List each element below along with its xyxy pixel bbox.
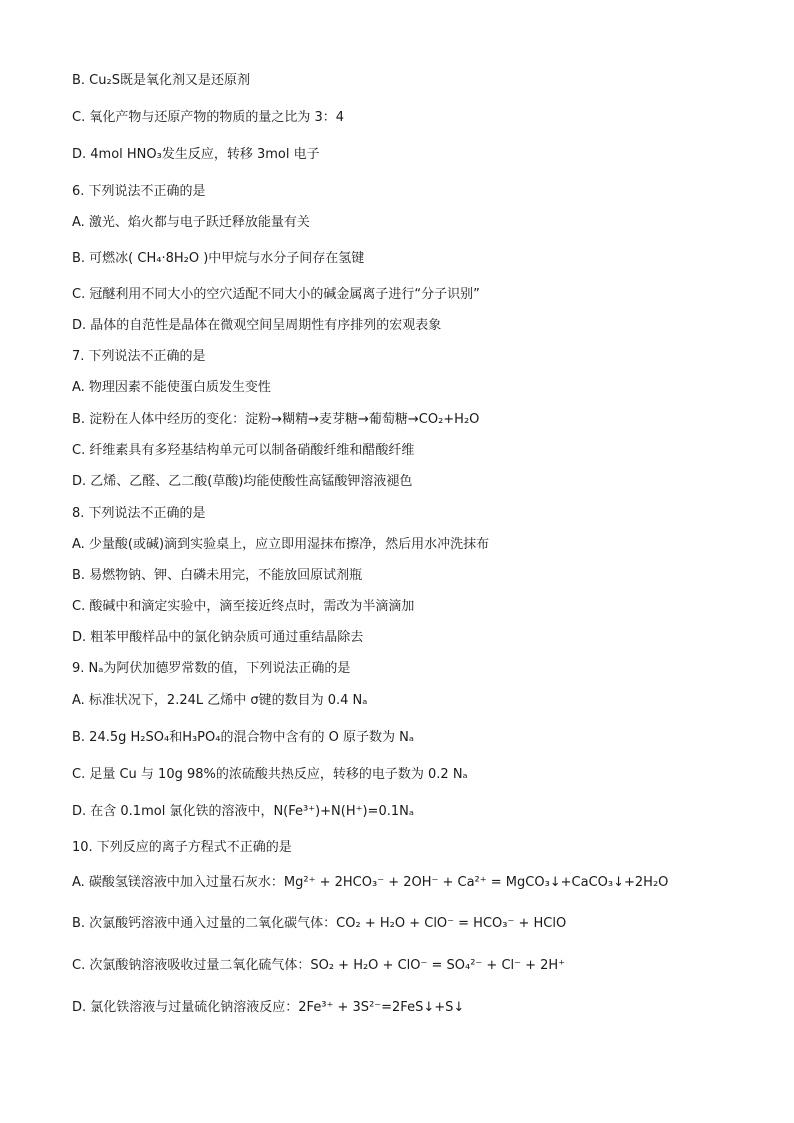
line-text: A. 物理因素不能使蛋白质发生变性 [72, 380, 271, 395]
line-text: C. 冠醚利用不同大小的空穴适配不同大小的碱金属离子进行“分子识别” [72, 287, 480, 302]
line-text: D. 晶体的自范性是晶体在微观空间呈周期性有序排列的宏观表象 [72, 318, 442, 333]
line-text: C. 次氯酸钠溶液吸收过量二氧化硫气体：SO₂ + H₂O + ClO⁻ = SO₄²⁻ + Cl⁻ + 2H⁺ [72, 958, 566, 973]
line-text: A. 标准状况下，2.24L 乙烯中 σ键的数目为 0.4 Nₐ [72, 693, 368, 708]
option-7d [72, 471, 754, 492]
line-text: B. 次氯酸钙溶液中通入过量的二氧化碳气体：CO₂ + H₂O + ClO⁻ = HCO₃⁻ + HClO [72, 916, 567, 931]
option-9c [72, 764, 754, 785]
option-9a [72, 690, 754, 711]
line-text: C. 酸碱中和滴定实验中，滴至接近终点时，需改为半滴滴加 [72, 599, 415, 614]
question-7-stem [72, 346, 754, 367]
question-9-stem [72, 658, 754, 679]
option-5b [72, 70, 754, 91]
option-5c [72, 107, 754, 128]
line-text: B. 淀粉在人体中经历的变化：淀粉→糊精→麦芽糖→葡萄糖→CO₂+H₂O [72, 412, 480, 427]
line-text: 6. 下列说法不正确的是 [72, 184, 206, 199]
line-text: A. 少量酸(或碱)滴到实验桌上，应立即用湿抹布擦净，然后用水冲洗抹布 [72, 537, 490, 552]
line-text: C. 足量 Cu 与 10g 98%的浓硫酸共热反应，转移的电子数为 0.2 Nₐ [72, 767, 468, 782]
option-8b [72, 565, 754, 586]
question-10-stem [72, 837, 754, 858]
option-5d [72, 144, 754, 165]
option-10c [72, 955, 754, 976]
line-text: C. 氧化产物与还原产物的物质的量之比为 3：4 [72, 110, 345, 125]
option-7c [72, 440, 754, 461]
option-6a [72, 212, 754, 233]
option-6d [72, 315, 754, 336]
line-text: A. 碳酸氢镁溶液中加入过量石灰水：Mg²⁺ + 2HCO₃⁻ + 2OH⁻ + Ca²⁺ = MgCO₃↓+CaCO₃↓+2H₂O [72, 875, 669, 890]
option-9d [72, 801, 754, 822]
option-9b [72, 727, 754, 748]
option-7b [72, 409, 754, 430]
line-text: D. 乙烯、乙醛、乙二酸(草酸)均能使酸性高锰酸钾溶液褪色 [72, 474, 413, 489]
option-8d [72, 627, 754, 648]
line-text: 8. 下列说法不正确的是 [72, 506, 206, 521]
line-text: B. 24.5g H₂SO₄和H₃PO₄的混合物中含有的 O 原子数为 Nₐ [72, 730, 414, 745]
line-text: 7. 下列说法不正确的是 [72, 349, 206, 364]
line-text: D. 4mol HNO₃发生反应，转移 3mol 电子 [72, 147, 320, 162]
line-text: D. 粗苯甲酸样品中的氯化钠杂质可通过重结晶除去 [72, 630, 364, 645]
option-10a [72, 872, 754, 893]
option-10b [72, 913, 754, 934]
option-10d [72, 997, 754, 1018]
option-8a [72, 534, 754, 555]
question-8-stem [72, 503, 754, 524]
line-text: B. 易燃物钠、钾、白磷未用完，不能放回原试剂瓶 [72, 568, 363, 583]
line-text: 9. Nₐ为阿伏加德罗常数的值，下列说法正确的是 [72, 661, 351, 676]
line-text: 10. 下列反应的离子方程式不正确的是 [72, 840, 292, 855]
question-6-stem [72, 181, 754, 202]
option-8c [72, 596, 754, 617]
line-text: D. 在含 0.1mol 氯化铁的溶液中，N(Fe³⁺)+N(H⁺)=0.1Nₐ [72, 804, 414, 819]
option-7a [72, 377, 754, 398]
line-text: D. 氯化铁溶液与过量硫化钠溶液反应：2Fe³⁺ + 3S²⁻=2FeS↓+S↓ [72, 1000, 465, 1015]
line-text: B. 可燃冰( CH₄·8H₂O )中甲烷与水分子间存在氢键 [72, 251, 365, 266]
option-6b [72, 248, 754, 269]
line-text: C. 纤维素具有多羟基结构单元可以制备硝酸纤维和醋酸纤维 [72, 443, 415, 458]
line-text: A. 激光、焰火都与电子跃迁释放能量有关 [72, 215, 310, 230]
option-6c [72, 284, 754, 305]
line-text: B. Cu₂S既是氧化剂又是还原剂 [72, 73, 250, 88]
